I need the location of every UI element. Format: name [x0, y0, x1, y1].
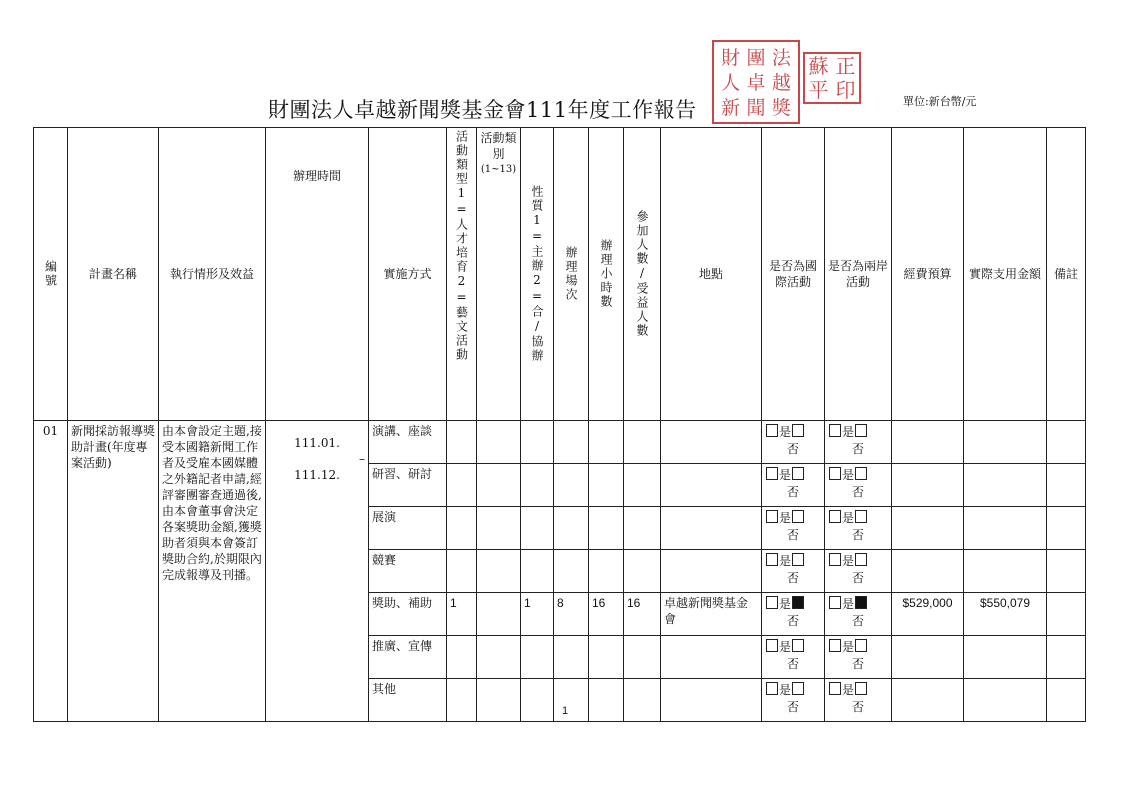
cell-hours: [589, 550, 624, 593]
yes-checkbox[interactable]: [792, 596, 804, 609]
cell-budget: [892, 550, 964, 593]
cell-activity-type: [447, 421, 477, 464]
record-time-start: 111.01.: [294, 436, 340, 450]
header-budget: 經費預算: [892, 128, 964, 421]
cell-category: [477, 679, 521, 722]
cell-actual: [964, 421, 1047, 464]
work-report-table: [33, 127, 1086, 722]
cell-activity-type: [447, 636, 477, 679]
cell-location: [661, 679, 762, 722]
yes-checkbox[interactable]: [855, 639, 867, 652]
no-label: 否: [851, 528, 864, 542]
cell-hours: 16: [589, 593, 624, 636]
cell-nature: [521, 550, 554, 593]
yes-label: 是: [779, 640, 792, 654]
header-cross-strait: 是否為兩岸活動: [825, 128, 892, 421]
cell-actual: [964, 636, 1047, 679]
cell-sessions: [554, 507, 589, 550]
yes-checkbox[interactable]: [792, 553, 804, 566]
yes-label: 是: [779, 597, 792, 611]
cell-cross-strait: [825, 421, 892, 464]
cell-activity-type: [447, 679, 477, 722]
yes-checkbox[interactable]: [792, 682, 804, 695]
no-label: 否: [786, 528, 799, 542]
cell-sessions: 8: [554, 593, 589, 636]
yes-checkbox[interactable]: [792, 510, 804, 523]
no-checkbox[interactable]: [766, 639, 778, 652]
yes-checkbox[interactable]: [792, 467, 804, 480]
organization-seal-icon: [712, 40, 800, 124]
seal-char: 越: [771, 72, 791, 94]
cell-international: [762, 507, 825, 550]
cell-international: [762, 636, 825, 679]
no-checkbox[interactable]: [766, 553, 778, 566]
cell-actual: [964, 550, 1047, 593]
cell-budget: [892, 507, 964, 550]
yes-label: 是: [779, 511, 792, 525]
no-label: 否: [786, 614, 799, 628]
table-row: [34, 421, 1086, 464]
cell-nature: 1: [521, 593, 554, 636]
header-hours: 辦理小時數: [599, 239, 613, 309]
seal-char: 團: [746, 47, 766, 69]
seal-char: 新: [721, 97, 741, 119]
no-checkbox[interactable]: [766, 682, 778, 695]
header-participants: 參加人數/受益人數: [635, 210, 649, 338]
cell-cross-strait: [825, 550, 892, 593]
no-label: 否: [851, 657, 864, 671]
cell-actual: $550,079: [964, 593, 1047, 636]
yes-label: 是: [842, 425, 855, 439]
cell-nature: [521, 464, 554, 507]
cell-method: 競賽: [369, 550, 447, 593]
cell-category: [477, 593, 521, 636]
header-category-range: (1~13): [480, 164, 517, 175]
header-row: [34, 128, 1086, 421]
header-actual: 實際支用金額: [964, 128, 1047, 421]
cell-note: [1047, 507, 1086, 550]
record-plan: 新聞採訪報導獎助計畫(年度專案活動): [68, 421, 159, 722]
header-note: 備註: [1047, 128, 1086, 421]
no-label: 否: [851, 442, 864, 456]
no-checkbox[interactable]: [766, 596, 778, 609]
no-label: 否: [851, 700, 864, 714]
cell-nature: [521, 679, 554, 722]
cell-nature: [521, 636, 554, 679]
header-exec: 執行情形及效益: [159, 128, 266, 421]
yes-label: 是: [842, 640, 855, 654]
cell-location: [661, 550, 762, 593]
cell-participants: [624, 679, 661, 722]
cell-hours: [589, 421, 624, 464]
cell-actual: [964, 507, 1047, 550]
record-time: [266, 421, 369, 722]
yes-label: 是: [842, 683, 855, 697]
no-checkbox[interactable]: [766, 510, 778, 523]
cell-actual: [964, 679, 1047, 722]
cell-participants: [624, 421, 661, 464]
no-checkbox[interactable]: [829, 510, 841, 523]
no-checkbox[interactable]: [829, 682, 841, 695]
page-number: 1: [562, 705, 569, 717]
cell-cross-strait: [825, 636, 892, 679]
cell-budget: [892, 464, 964, 507]
cell-participants: [624, 550, 661, 593]
cell-participants: 16: [624, 593, 661, 636]
cell-method: 演講、座談: [369, 421, 447, 464]
no-checkbox[interactable]: [766, 467, 778, 480]
yes-checkbox[interactable]: [855, 424, 867, 437]
cell-international: [762, 593, 825, 636]
yes-label: 是: [842, 511, 855, 525]
header-category-title: 活動類別: [480, 131, 517, 161]
record-time-end: 111.12.: [294, 468, 340, 482]
cell-sessions: [554, 421, 589, 464]
header-method: 實施方式: [369, 128, 447, 421]
yes-checkbox[interactable]: [855, 510, 867, 523]
no-checkbox[interactable]: [829, 596, 841, 609]
cell-budget: [892, 421, 964, 464]
yes-label: 是: [779, 468, 792, 482]
header-international: 是否為國際活動: [762, 128, 825, 421]
cell-cross-strait: [825, 464, 892, 507]
cell-activity-type: 1: [447, 593, 477, 636]
cell-activity-type: [447, 464, 477, 507]
header-sessions: 辦理場次: [564, 246, 578, 302]
seal-char: 正: [835, 54, 856, 78]
cell-budget: $529,000: [892, 593, 964, 636]
no-label: 否: [786, 485, 799, 499]
yes-label: 是: [779, 425, 792, 439]
cell-location: [661, 421, 762, 464]
yes-label: 是: [779, 554, 792, 568]
no-checkbox[interactable]: [829, 424, 841, 437]
cell-category: [477, 636, 521, 679]
cell-participants: [624, 507, 661, 550]
cell-international: [762, 550, 825, 593]
header-plan: 計畫名稱: [68, 128, 159, 421]
cell-nature: [521, 507, 554, 550]
cell-note: [1047, 550, 1086, 593]
no-label: 否: [851, 571, 864, 585]
yes-checkbox[interactable]: [855, 467, 867, 480]
cell-location: 卓越新聞獎基金會: [661, 593, 762, 636]
yes-label: 是: [842, 597, 855, 611]
yes-label: 是: [779, 683, 792, 697]
no-checkbox[interactable]: [829, 467, 841, 480]
cell-note: [1047, 421, 1086, 464]
cell-participants: [624, 464, 661, 507]
seal-char: 法: [771, 47, 791, 69]
cell-method: 其他: [369, 679, 447, 722]
cell-location: [661, 464, 762, 507]
no-label: 否: [851, 485, 864, 499]
cell-nature: [521, 421, 554, 464]
no-checkbox[interactable]: [766, 424, 778, 437]
no-label: 否: [851, 614, 864, 628]
seal-char: 聞: [746, 97, 766, 119]
cell-international: [762, 464, 825, 507]
header-nature: 性質1=主辦2=合/協辦: [530, 185, 544, 363]
no-label: 否: [786, 657, 799, 671]
cell-category: [477, 421, 521, 464]
cell-sessions: [554, 464, 589, 507]
cell-note: [1047, 679, 1086, 722]
no-checkbox[interactable]: [829, 639, 841, 652]
cell-participants: [624, 636, 661, 679]
seal-char: 印: [835, 78, 856, 102]
no-label: 否: [786, 700, 799, 714]
record-time-dash: –: [359, 452, 365, 466]
seal-char: 蘇: [808, 54, 829, 78]
cell-actual: [964, 464, 1047, 507]
yes-checkbox[interactable]: [855, 682, 867, 695]
cell-method: 展演: [369, 507, 447, 550]
cell-category: [477, 550, 521, 593]
no-label: 否: [786, 571, 799, 585]
header-activity-type: 活動類型1=人才培育2=藝文活動: [454, 130, 469, 362]
yes-checkbox[interactable]: [792, 424, 804, 437]
cell-hours: [589, 679, 624, 722]
seal-char: 財: [721, 47, 741, 69]
cell-budget: [892, 679, 964, 722]
seal-char: 平: [808, 78, 829, 102]
cell-sessions: [554, 679, 589, 722]
personal-seal-icon: [803, 52, 861, 104]
cell-note: [1047, 464, 1086, 507]
cell-method: 研習、研討: [369, 464, 447, 507]
header-time: 辦理時間: [266, 128, 369, 421]
report-title: 財團法人卓越新聞獎基金會111年度工作報告: [268, 98, 697, 122]
no-checkbox[interactable]: [829, 553, 841, 566]
cell-category: [477, 507, 521, 550]
cell-method: 獎助、補助: [369, 593, 447, 636]
yes-label: 是: [842, 468, 855, 482]
cell-method: 推廣、宣傳: [369, 636, 447, 679]
currency-unit: 單位:新台幣/元: [903, 95, 977, 108]
yes-checkbox[interactable]: [792, 639, 804, 652]
cell-note: [1047, 636, 1086, 679]
cell-location: [661, 636, 762, 679]
cell-international: [762, 679, 825, 722]
cell-hours: [589, 464, 624, 507]
cell-activity-type: [447, 507, 477, 550]
seal-char: 人: [721, 72, 741, 94]
seal-char: 卓: [746, 72, 766, 94]
cell-international: [762, 421, 825, 464]
cell-cross-strait: [825, 679, 892, 722]
yes-checkbox[interactable]: [855, 553, 867, 566]
cell-sessions: [554, 636, 589, 679]
record-no: 01: [34, 421, 68, 722]
header-location: 地點: [661, 128, 762, 421]
cell-budget: [892, 636, 964, 679]
seal-char: 獎: [771, 97, 791, 119]
cell-hours: [589, 636, 624, 679]
no-label: 否: [786, 442, 799, 456]
header-no: 編號: [43, 260, 58, 288]
cell-activity-type: [447, 550, 477, 593]
cell-hours: [589, 507, 624, 550]
cell-cross-strait: [825, 507, 892, 550]
cell-note: [1047, 593, 1086, 636]
cell-location: [661, 507, 762, 550]
cell-cross-strait: [825, 593, 892, 636]
cell-category: [477, 464, 521, 507]
yes-checkbox[interactable]: [855, 596, 867, 609]
yes-label: 是: [842, 554, 855, 568]
record-exec: 由本會設定主題,接受本國籍新聞工作者及受雇本國媒體之外籍記者申請,經評審團審查通過後,由本會董事會決定各案獎助金額,獲獎助者須與本會簽訂獎助合約,於期限內完成報導及刊播。: [159, 421, 266, 722]
cell-sessions: [554, 550, 589, 593]
